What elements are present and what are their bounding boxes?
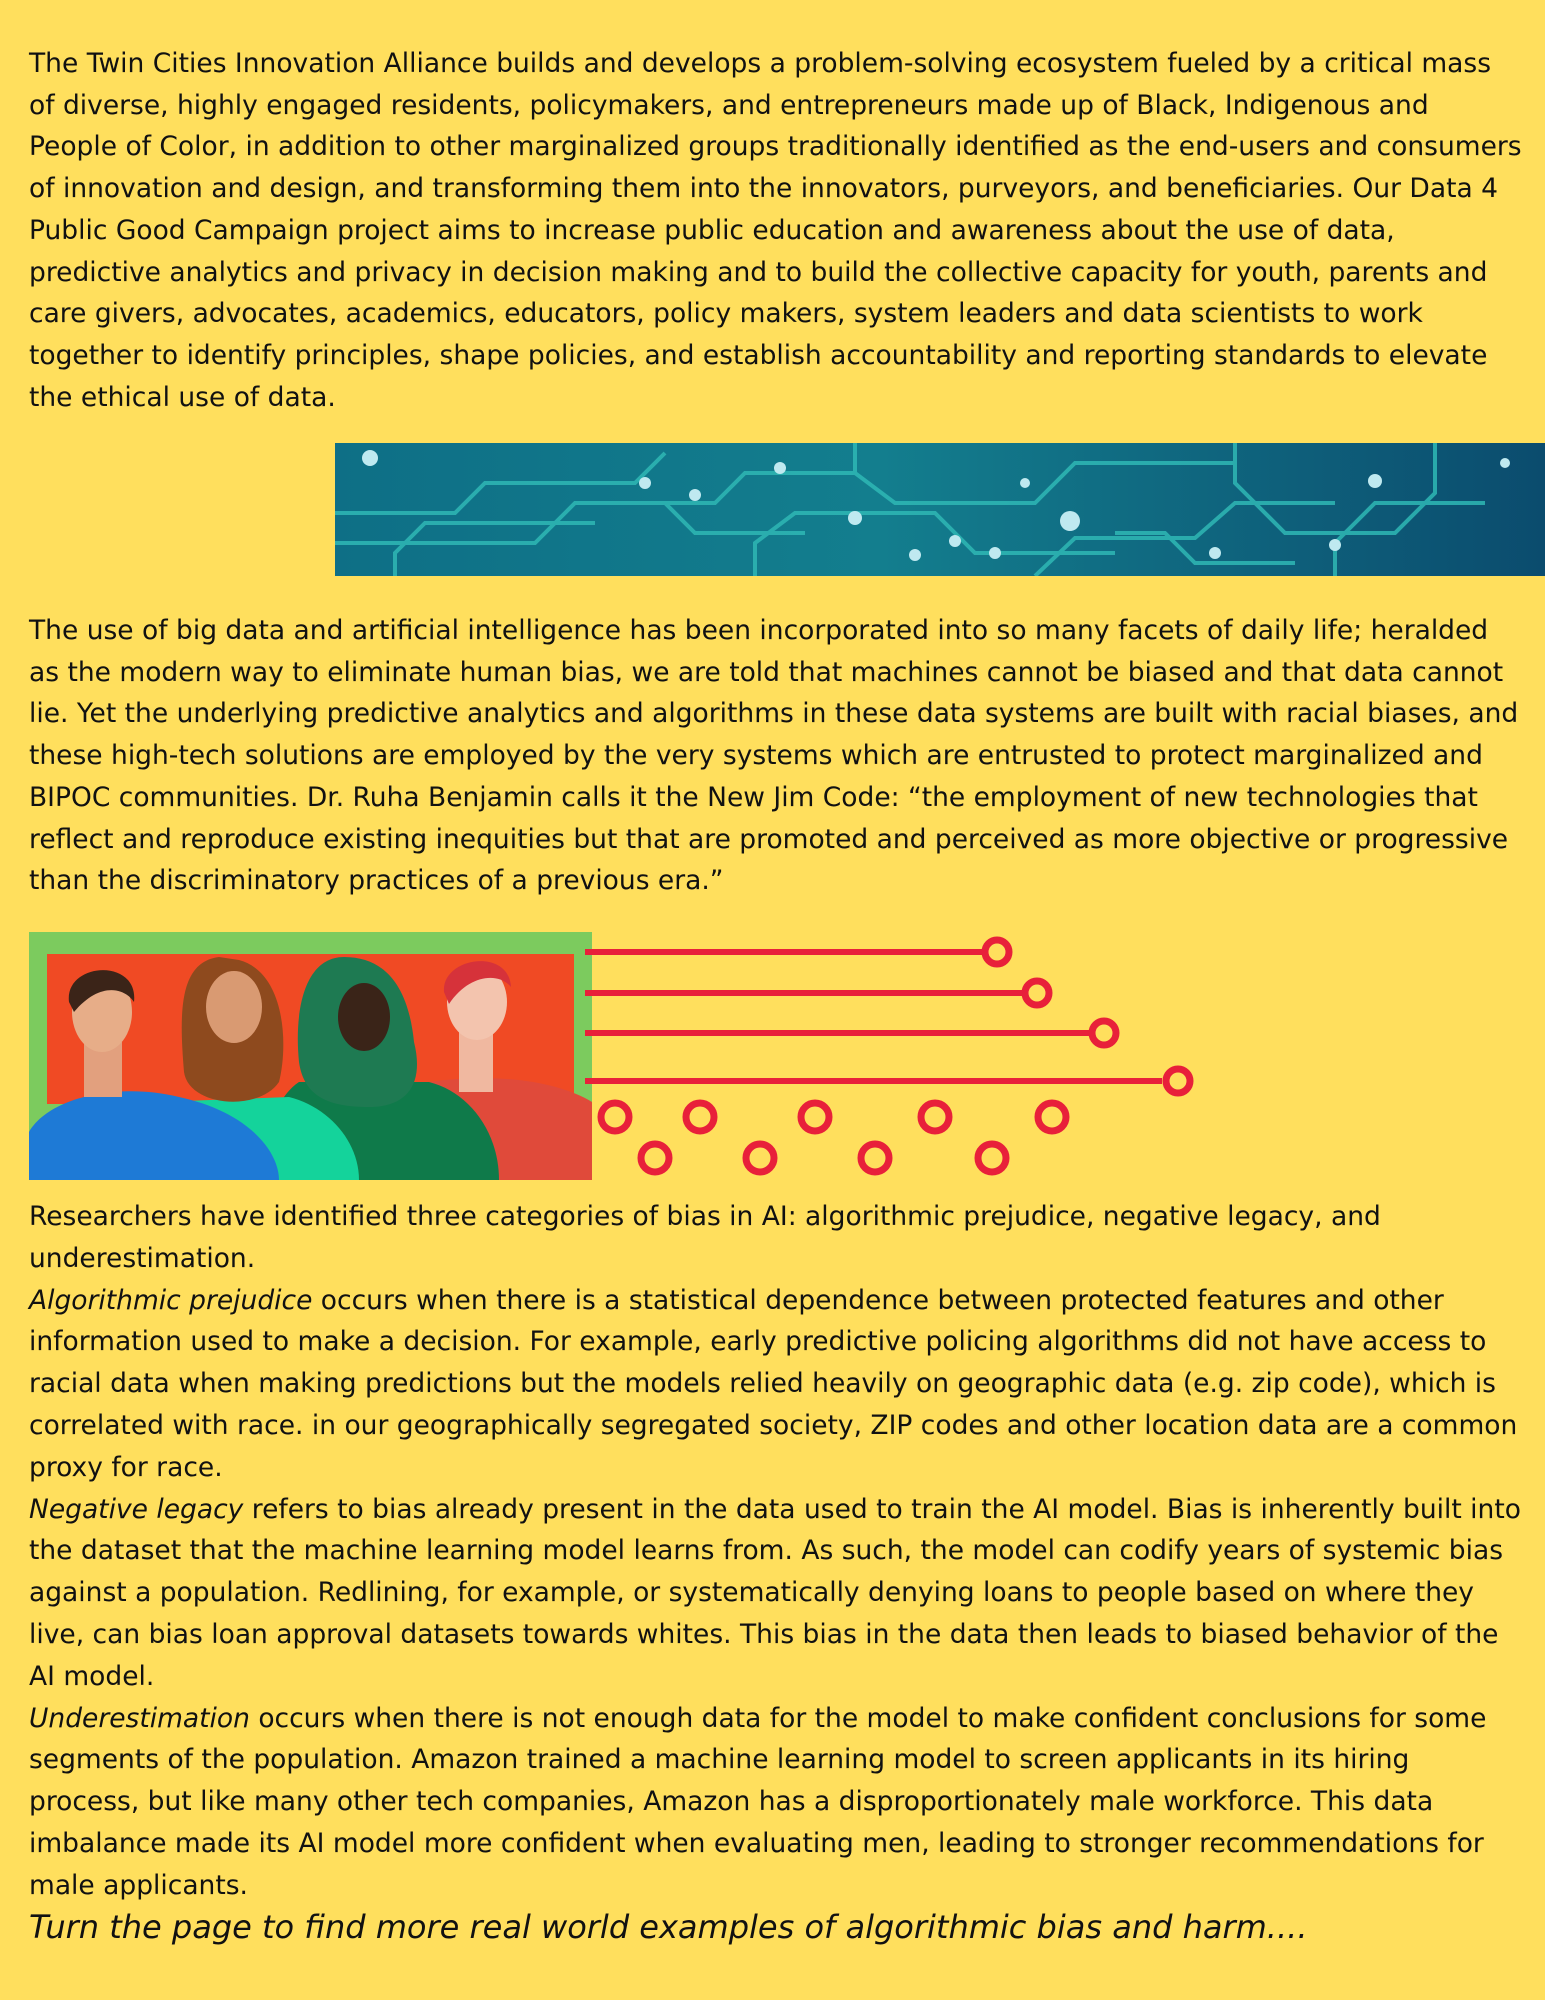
desc-underestimation: occurs when there is not enough data for the model to make confident conclusions for some segments of the population. Amazon trained a machine learning model to screen applicants in its hiring process, but like many other tech companies, Amazon has a disproportionately male workforce. This data imbalance made its AI model more confident when evaluating men, leading to stronger recommendations for male applicants.	[29, 1702, 1487, 1901]
desc-negative-legacy: refers to bias already present in the data used to train the AI model. Bias is inherently built into the dataset that the machine learning model learns from. As such, the model can codify years of systemic bias against a population. Redlining, for example, or systematically denying loans to people based on where they live, can bias loan approval datasets towards whites. This bias in the data then leads to biased behavior of the AI model.	[29, 1493, 1521, 1692]
circuit-board-banner	[335, 443, 1545, 576]
bias-underestimation	[29, 1698, 1524, 1907]
closing-line: Turn the page to find more real world examples of algorithmic bias and harm....	[29, 1908, 1308, 1946]
term-underestimation: Underestimation	[29, 1702, 250, 1734]
bias-algorithmic-prejudice	[29, 1280, 1524, 1489]
bias-negative-legacy	[29, 1489, 1524, 1698]
big-data-paragraph: The use of big data and artificial intelligence has been incorporated into so many facets of daily life; heralded as the modern way to eliminate human bias, we are told that machines cannot be biased and that data cannot lie. Yet the underlying predictive analytics and algorithms in these data systems are built with racial biases, and these high-tech solutions are employed by the very systems which are entrusted to protect marginalized and BIPOC communities. Dr. Ruha Benjamin calls it the New Jim Code: “the employment of new technologies that reflect and reproduce existing inequities but that are promoted and perceived as more objective or progressive than the discriminatory practices of a previous era.”	[29, 615, 1519, 897]
bias-categories-section	[29, 1196, 1524, 1907]
people-illustration	[29, 932, 592, 1180]
intro-paragraph: The Twin Cities Innovation Alliance builds and develops a problem-solving ecosystem fueled by a critical mass of diverse, highly engaged residents, policymakers, and entrepreneurs made up of Black, Indigenous and People of Color, in addition to other marginalized groups traditionally identified as the end-users and consumers of innovation and design, and transforming them into the innovators, purveyors, and beneficiaries. Our Data 4 Public Good Campaign project aims to increase public education and awareness about the use of data, predictive analytics and privacy in decision making and to build the collective capacity for youth, parents and care givers, advocates, academics, educators, policy makers, system leaders and data scientists to work together to identify principles, shape policies, and establish accountability and reporting standards to elevate the ethical use of data.	[29, 48, 1522, 413]
circuit-lines-graphic	[585, 925, 1205, 1185]
term-negative-legacy: Negative legacy	[29, 1493, 244, 1525]
term-algorithmic-prejudice: Algorithmic prejudice	[29, 1284, 313, 1316]
desc-algorithmic-prejudice: occurs when there is a statistical dependence between protected features and other information used to make a decision. For example, early predictive policing algorithms did not have access to racial data when making predictions but the models relied heavily on geographic data (e.g. zip code), which is correlated with race. in our geographically segregated society, ZIP codes and other location data are a common proxy for race.	[29, 1284, 1518, 1483]
bias-intro: Researchers have identified three categories of bias in AI: algorithmic prejudice, negative legacy, and underestimation.	[29, 1201, 1381, 1274]
